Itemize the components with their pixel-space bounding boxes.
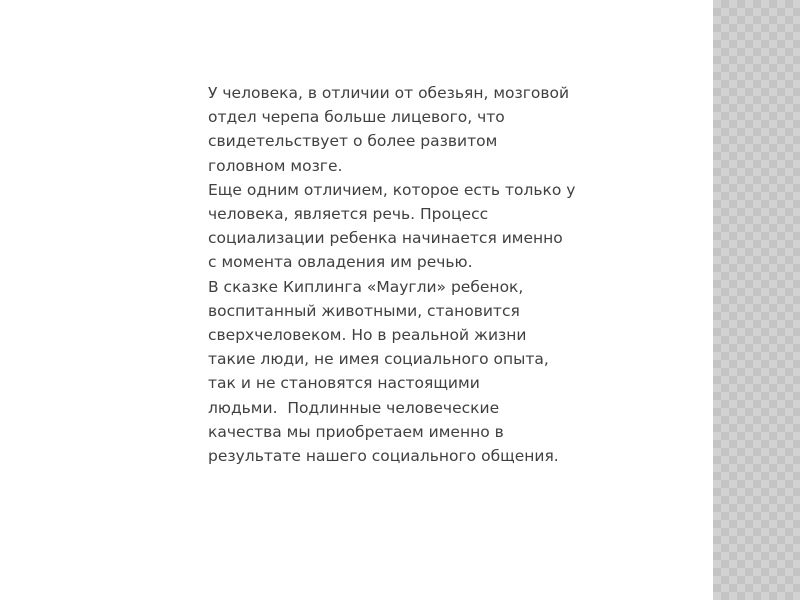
text-line: такие люди, не имея социального опыта,	[208, 350, 549, 369]
slide-body-text	[208, 81, 600, 468]
text-line: Еще одним отличием, которое есть только у	[208, 180, 576, 199]
text-line: человека, является речь. Процесс	[208, 205, 489, 224]
text-line: отдел черепа больше лицевого, что	[208, 108, 505, 127]
text-line: с момента овладения им речью.	[208, 253, 473, 272]
text-line: сверхчеловеком. Но в реальной жизни	[208, 326, 527, 345]
decorative-side-pattern	[713, 0, 800, 600]
text-line: качества мы приобретаем именно в	[208, 422, 504, 441]
text-line: головном мозге.	[208, 156, 343, 175]
text-line: В сказке Киплинга «Маугли» ребенок,	[208, 277, 524, 296]
text-line: результате нашего социального общения.	[208, 447, 559, 466]
text-line: свидетельствует о более развитом	[208, 132, 498, 151]
text-line: У человека, в отличии от обезьян, мозговой	[208, 84, 570, 102]
text-line: так и не становятся настоящими	[208, 374, 480, 393]
text-line: социализации ребенка начинается именно	[208, 229, 563, 248]
text-line: воспитанный животными, становится	[208, 301, 520, 320]
text-line: людьми. Подлинные человеческие	[208, 398, 500, 417]
